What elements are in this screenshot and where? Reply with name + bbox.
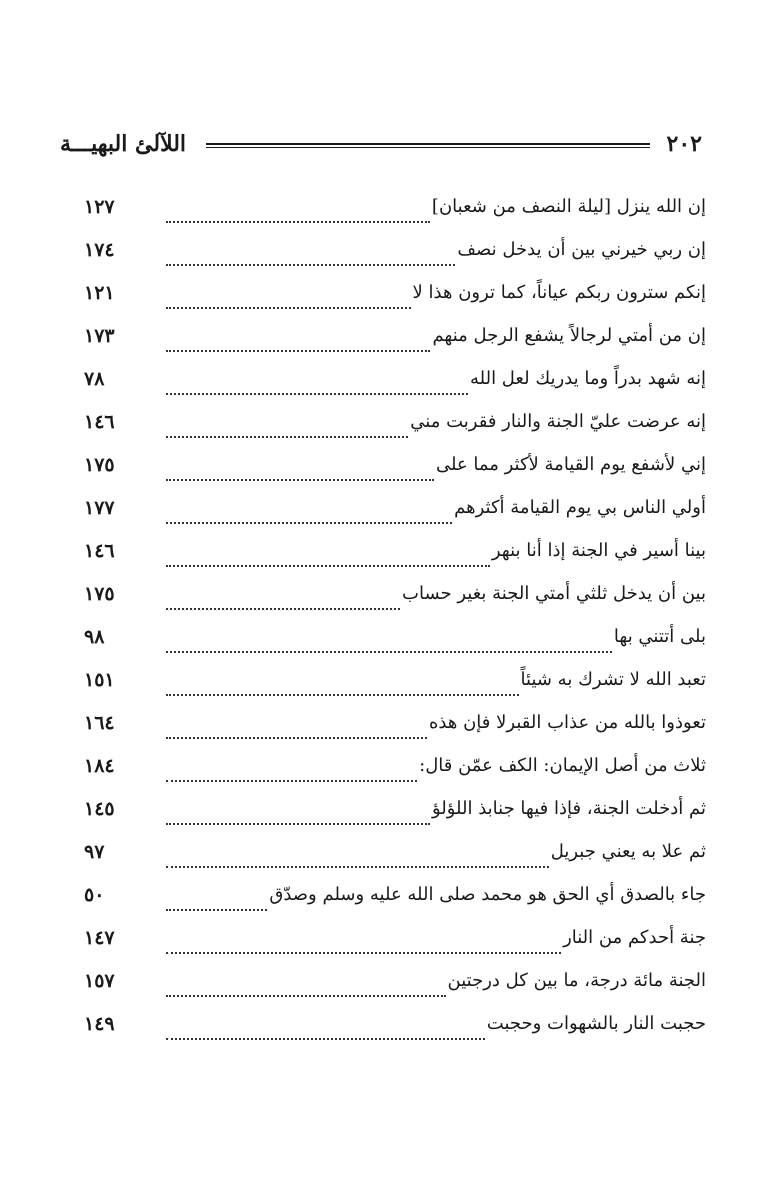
entry-page-ref: ١٤٥ — [84, 797, 115, 820]
entry-text: ثلاث من أصل الإيمان: الكف عمّن قال: — [419, 755, 706, 776]
entry-text: إن الله ينزل [ليلة النصف من شعبان] — [431, 196, 706, 217]
index-entry — [84, 830, 706, 873]
index-entry — [84, 357, 706, 400]
dot-leader — [166, 330, 430, 352]
index-entry — [84, 572, 706, 615]
dot-leader — [166, 846, 549, 868]
entry-page-ref: ١٥١ — [84, 668, 115, 691]
entry-page-ref: ١٧٧ — [84, 496, 115, 519]
index-entry — [84, 486, 706, 529]
dot-leader — [166, 1018, 485, 1040]
dot-leader — [166, 459, 434, 481]
book-title: اللآلئ البهيـــة — [60, 131, 187, 157]
dot-leader — [166, 502, 452, 524]
entry-page-ref: ١٧٤ — [84, 238, 115, 261]
entry-text: إن من أمتي لرجالاً يشفع الرجل منهم — [432, 325, 706, 346]
index-list — [84, 185, 706, 1045]
index-entry — [84, 529, 706, 572]
dot-leader — [166, 889, 267, 911]
entry-page-ref: ١٥٧ — [84, 969, 115, 992]
index-entry — [84, 615, 706, 658]
index-entry — [84, 744, 706, 787]
dot-leader — [166, 803, 430, 825]
dot-leader — [166, 717, 427, 739]
dot-leader — [166, 975, 446, 997]
entry-text: أولي الناس بي يوم القيامة أكثرهم — [454, 497, 706, 518]
entry-text: جنة أحدكم من النار — [563, 927, 706, 948]
entry-text: إن ربي خيرني بين أن يدخل نصف — [457, 239, 706, 260]
index-entry — [84, 443, 706, 486]
entry-text: جاء بالصدق أي الحق هو محمد صلى الله عليه وسلم وصدّق — [269, 884, 706, 905]
entry-page-ref: ١٢٧ — [84, 195, 115, 218]
header-rule — [206, 143, 650, 145]
index-entry — [84, 916, 706, 959]
entry-text: بلى أتتني بها — [613, 626, 706, 647]
entry-page-ref: ١٢١ — [84, 281, 115, 304]
dot-leader — [166, 760, 417, 782]
index-entry — [84, 959, 706, 1002]
entry-text: إنكم سترون ربكم عياناً، كما ترون هذا لا — [412, 282, 706, 303]
index-entry — [84, 701, 706, 744]
entry-text: تعوذوا بالله من عذاب القبرلا فإن هذه — [429, 712, 706, 733]
entry-text: ثم أدخلت الجنة، فإذا فيها جنابذ اللؤلؤ — [431, 798, 706, 819]
entry-text: إنه عرضت عليّ الجنة والنار فقربت مني — [410, 411, 706, 432]
index-entry — [84, 185, 706, 228]
page-number: ٢٠٢ — [666, 131, 702, 157]
index-entry — [84, 787, 706, 830]
entry-text: بين أن يدخل ثلثي أمتي الجنة بغير حساب — [402, 583, 706, 604]
dot-leader — [166, 932, 561, 954]
entry-page-ref: ١٤٧ — [84, 926, 115, 949]
dot-leader — [166, 287, 411, 309]
dot-leader — [166, 631, 612, 653]
entry-text: إني لأشفع يوم القيامة لأكثر مما على — [435, 454, 706, 475]
entry-page-ref: ٩٨ — [84, 625, 105, 648]
running-header — [60, 124, 702, 164]
entry-page-ref: ١٧٣ — [84, 324, 115, 347]
entry-text: الجنة مائة درجة، ما بين كل درجتين — [447, 970, 706, 991]
entry-page-ref: ١٤٩ — [84, 1012, 115, 1035]
entry-text: إنه شهد بدراً وما يدريك لعل الله — [469, 368, 706, 389]
header-rule-thin — [206, 147, 650, 148]
index-entry — [84, 658, 706, 701]
entry-page-ref: ١٨٤ — [84, 754, 115, 777]
index-entry — [84, 400, 706, 443]
entry-page-ref: ١٤٦ — [84, 410, 115, 433]
index-entry — [84, 271, 706, 314]
entry-text: تعبد الله لا تشرك به شيئاً — [520, 669, 706, 690]
entry-page-ref: ٩٧ — [84, 840, 105, 863]
entry-page-ref: ٥٠ — [84, 883, 105, 906]
dot-leader — [166, 588, 400, 610]
entry-text: بينا أسير في الجنة إذا أنا بنهر — [491, 540, 706, 561]
index-entry — [84, 314, 706, 357]
entry-page-ref: ٧٨ — [84, 367, 105, 390]
dot-leader — [166, 545, 490, 567]
index-entry — [84, 1002, 706, 1045]
entry-page-ref: ١٤٦ — [84, 539, 115, 562]
entry-page-ref: ١٦٤ — [84, 711, 115, 734]
dot-leader — [166, 416, 408, 438]
index-entry — [84, 228, 706, 271]
dot-leader — [166, 373, 468, 395]
entry-text: ثم علا به يعني جبريل — [550, 841, 706, 862]
index-entry — [84, 873, 706, 916]
dot-leader — [166, 674, 519, 696]
dot-leader — [166, 244, 455, 266]
entry-page-ref: ١٧٥ — [84, 582, 115, 605]
dot-leader — [166, 201, 430, 223]
entry-text: حجبت النار بالشهوات وحجبت — [486, 1013, 706, 1034]
entry-page-ref: ١٧٥ — [84, 453, 115, 476]
